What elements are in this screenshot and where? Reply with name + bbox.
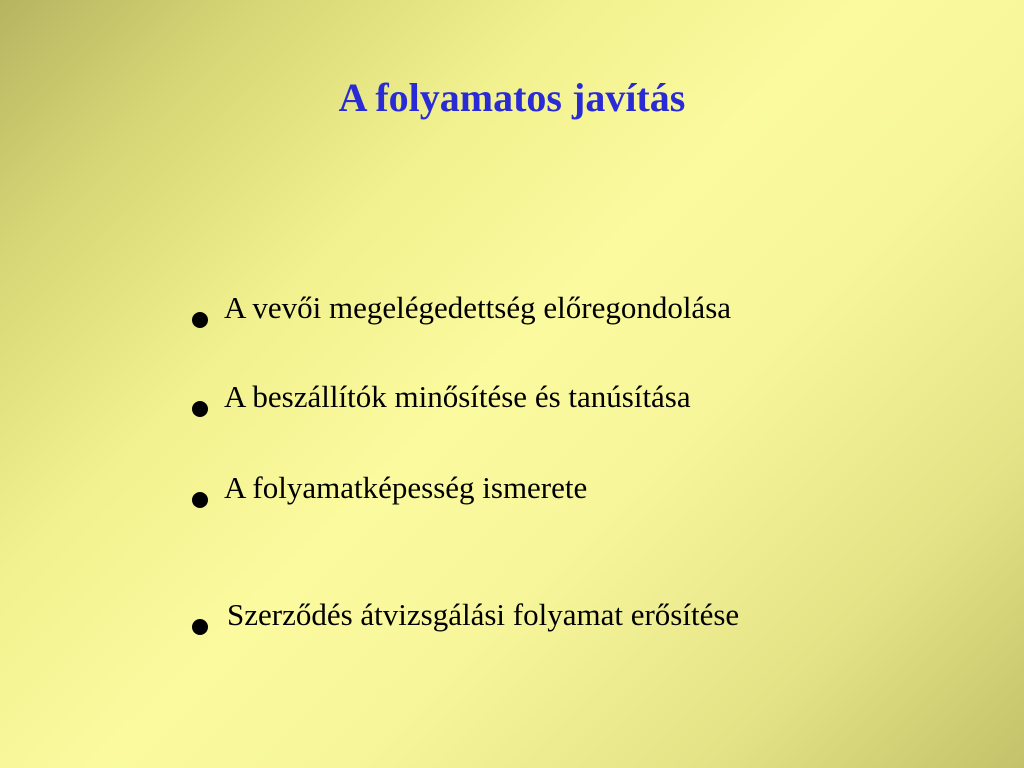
bullet-text: A folyamatképesség ismerete	[224, 470, 588, 505]
bullet-text: Szerződés átvizsgálási folyamat erősítése	[227, 597, 740, 632]
bullet-dot-icon	[192, 492, 208, 508]
slide-title: A folyamatos javítás	[338, 75, 686, 120]
bullet-text: A beszállítók minősítése és tanúsítása	[224, 379, 691, 414]
bullet-dot-icon	[192, 619, 208, 635]
bullet-text: A vevői megelégedettség előregondolása	[224, 290, 732, 325]
bullet-dot-icon	[192, 312, 208, 328]
bullet-dot-icon	[192, 401, 208, 417]
